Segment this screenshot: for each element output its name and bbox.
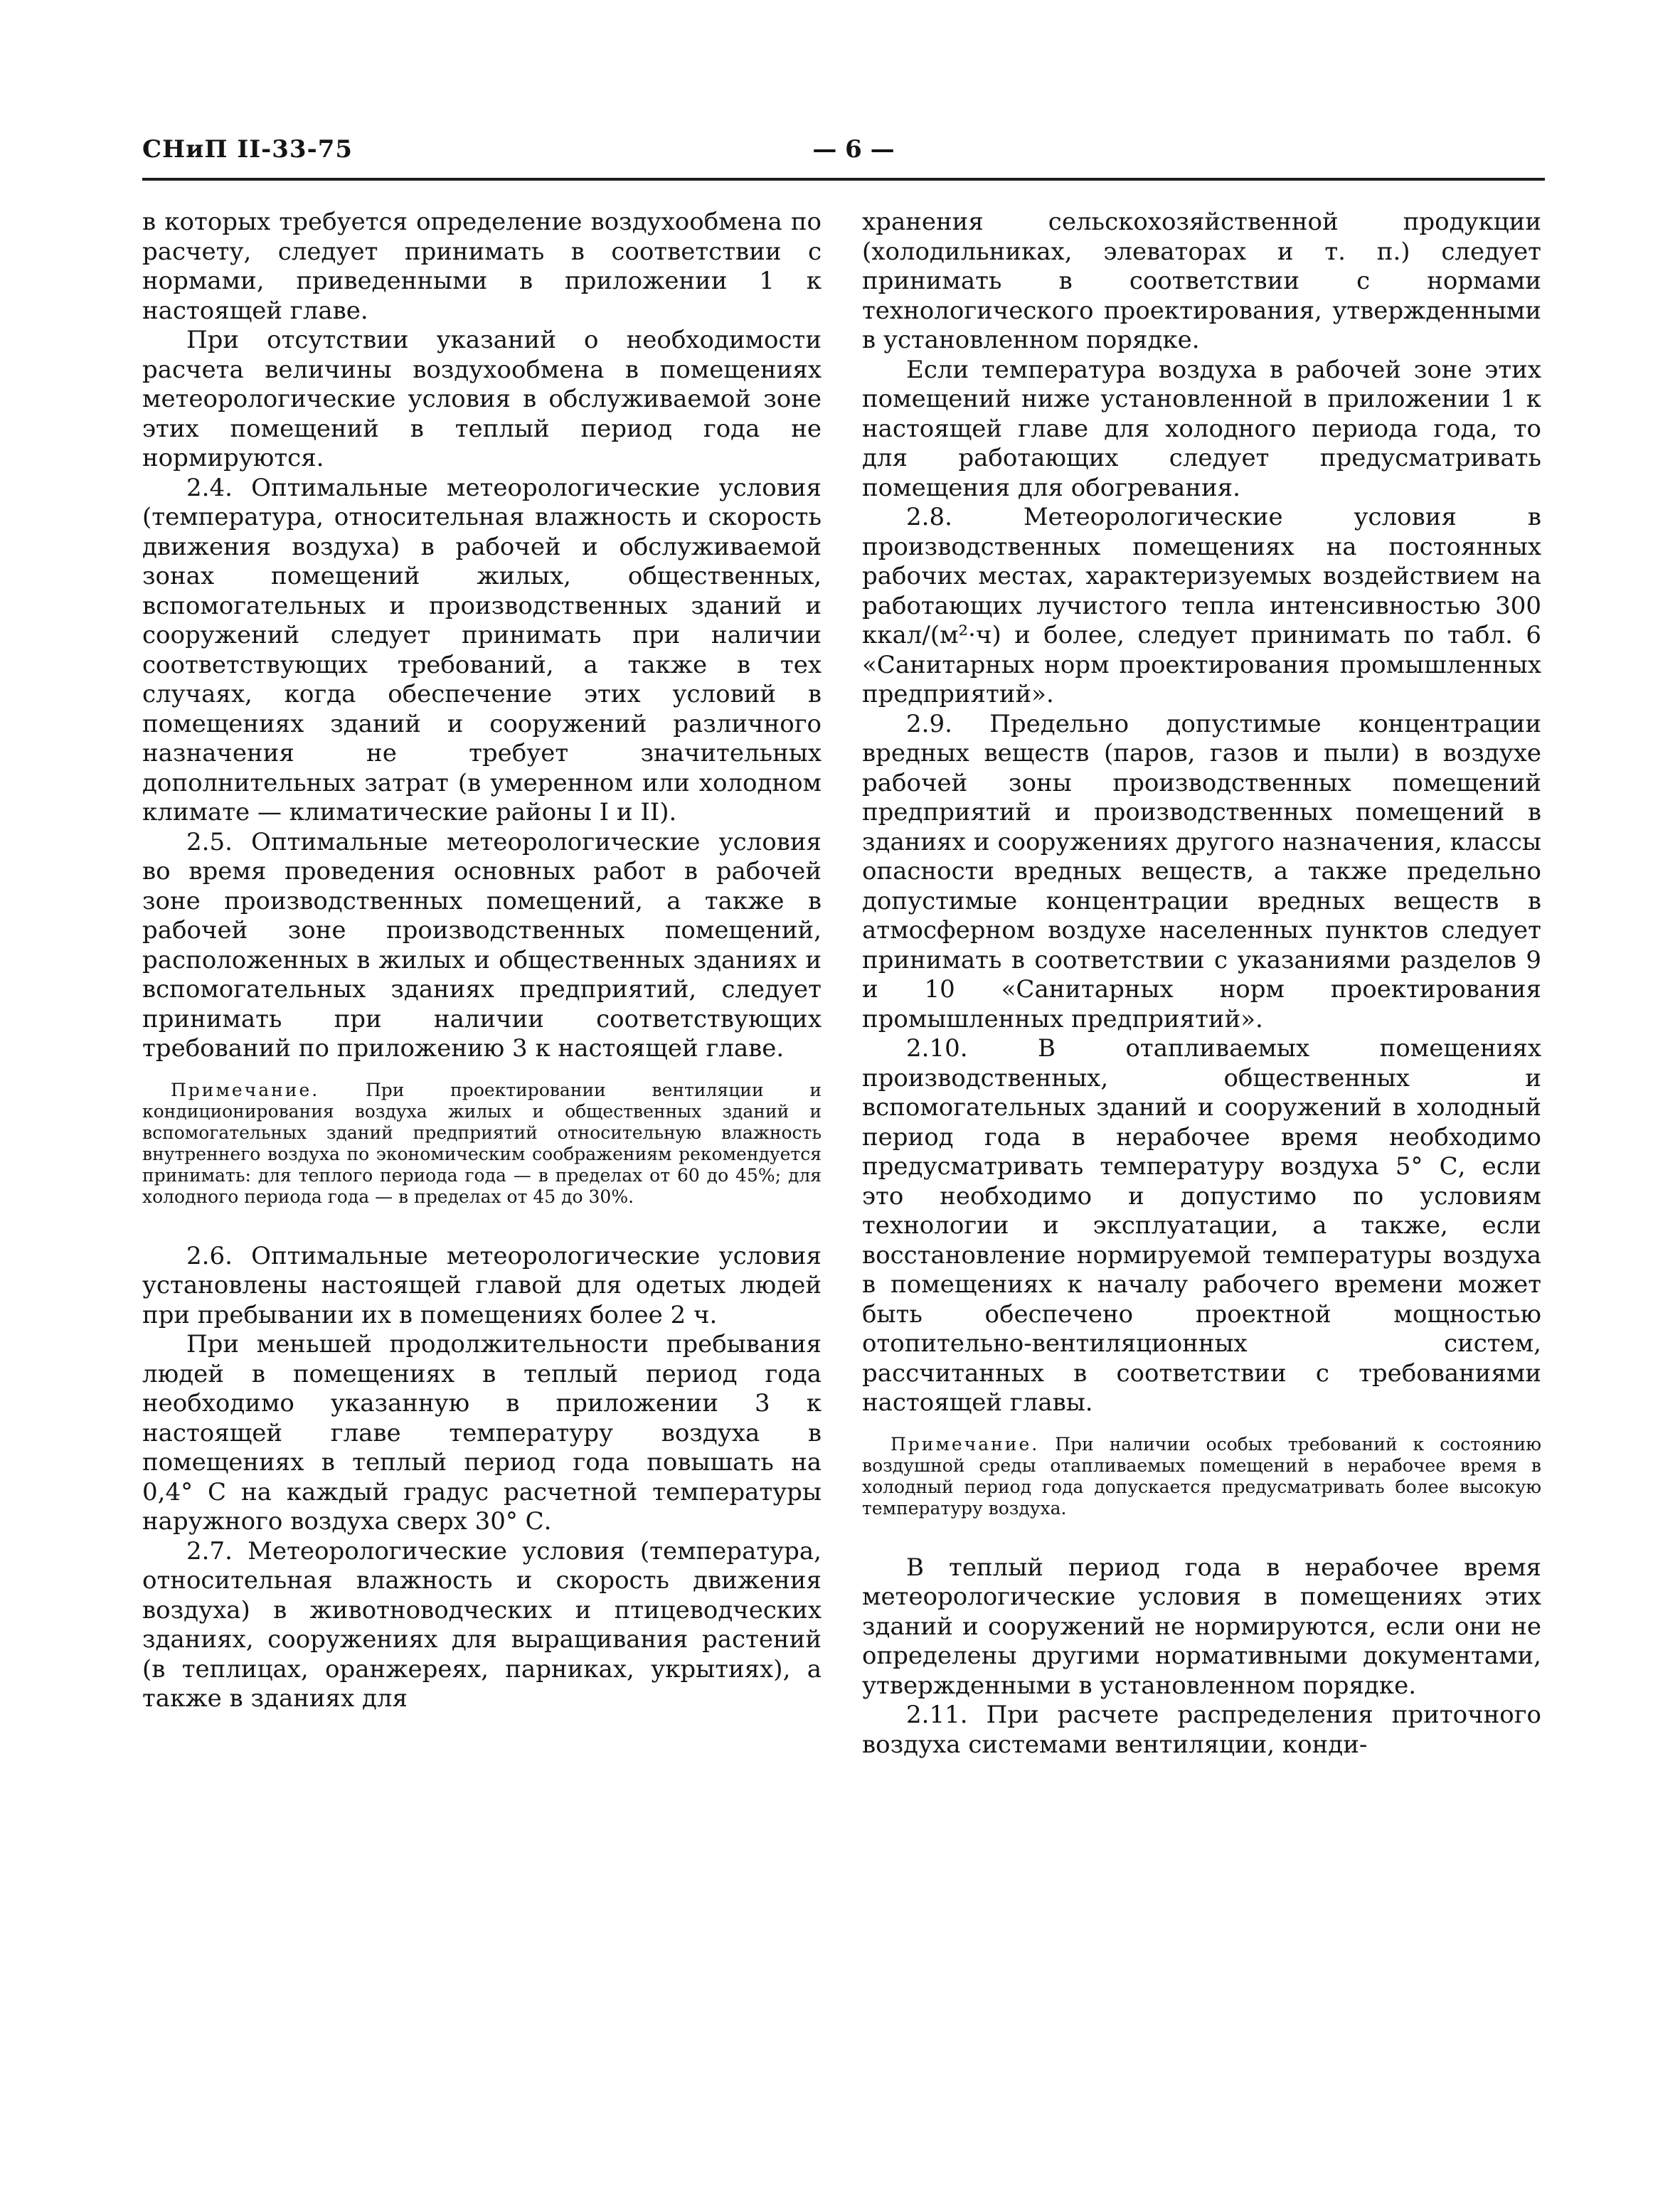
note (142, 1080, 822, 1208)
note-label: Примечание. (171, 1079, 320, 1100)
page-header (142, 135, 1545, 178)
paragraph-2-5: 2.5. Оптимальные метеорологические условия во время проведения основных работ в рабочей зоне производственных помещений, а также в рабочей зоне производственных помещений, расположенных в жилых и общественных зданиях и вспомогательных зданиях предприятий, следует принимать при наличии соответствующих требований по приложению 3 к настоящей главе. (142, 827, 822, 1063)
paragraph: При отсутствии указаний о необходимости расчета величины воздухообмена в помещениях метеорологические условия в обслуживаемой зоне этих помещений в теплый период года не нормируются. (142, 326, 822, 472)
paragraph-2-6: 2.6. Оптимальные метеорологические условия установлены настоящей главой для одетых людей при пребывании их в помещениях более 2 ч. (142, 1241, 822, 1329)
paragraph-2-7: 2.7. Метеорологические условия (температура, относительная влажность и скорость движения воздуха) в животноводческих и птицеводческих зданиях, сооружениях для выращивания растений (в теплицах, оранжереях, парниках, укрытиях), а также в зданиях для (142, 1536, 822, 1713)
paragraph: При меньшей продолжительности пребывания людей в помещениях в теплый период года необходимо указанную в приложении 3 к настоящей главе температуру воздуха в помещениях в теплый период года повышать на 0,4° С на каждый градус расчетной температуры наружного воздуха сверх 30° С. (142, 1330, 822, 1536)
paragraph: хранения сельскохозяйственной продукции (холодильниках, элеваторах и т. п.) следует принимать в соответствии с нормами технологического проектирования, утвержденными в установленном порядке. (862, 208, 1541, 354)
page-number: — 6 — (812, 135, 895, 164)
document-code: СНиП II-33-75 (142, 135, 353, 164)
note-label: Примечание. (890, 1433, 1040, 1455)
left-column (142, 208, 822, 1714)
paragraph-2-9: 2.9. Предельно допустимые концентрации вредных веществ (паров, газов и пыли) в воздухе рабочей зоны производственных помещений предприятий и производственных помещений в зданиях и сооружениях другого назначения, классы опасности вредных веществ, а также предельно допустимые концентрации вредных веществ в атмосферном воздухе населенных пунктов следует принимать в соответствии с указаниями разделов 9 и 10 «Санитарных норм проектирования промышленных предприятий». (862, 709, 1541, 1033)
note-text: При проектировании вентиляции и кондиционирования воздуха жилых и общественных зданий и вспомогательных зданий предприятий относительную влажность внутреннего воздуха по экономическим соображениям рекомендуется принимать: для теплого периода года — в пределах от 60 до 45%; для холодного периода года — в пределах от 45 до 30%. (142, 1079, 822, 1207)
paragraph-2-10: 2.10. В отапливаемых помещениях производственных, общественных и вспомогательных зданий и сооружений в холодный период года в нерабочее время необходимо предусматривать температуру воздуха 5° С, если это необходимо и допустимо по условиям технологии и эксплуатации, а также, если восстановление нормируемой температуры воздуха в помещениях к началу рабочего времени может быть обеспечено проектной мощностью отопительно-вентиляционных систем, рассчитанных в соответствии с требованиями настоящей главы. (862, 1034, 1541, 1417)
header-rule (142, 178, 1545, 181)
note (862, 1434, 1541, 1519)
paragraph: В теплый период года в нерабочее время метеорологические условия в помещениях этих зданий и сооружений не нормируются, если они не определены другими нормативными документами, утвержденными в установленном порядке. (862, 1553, 1541, 1700)
paragraph-2-4: 2.4. Оптимальные метеорологические условия (температура, относительная влажность и скорость движения воздуха) в рабочей и обслуживаемой зонах помещений жилых, общественных, вспомогательных и производственных зданий и сооружений следует принимать при наличии соответствующих требований, а также в тех случаях, когда обеспечение этих условий в помещениях зданий и сооружений различного назначения не требует значительных дополнительных затрат (в умеренном или холодном климате — климатические районы I и II). (142, 473, 822, 826)
paragraph-2-8: 2.8. Метеорологические условия в производственных помещениях на постоянных рабочих местах, характеризуемых воздействием на работающих лучистого тепла интенсивностью 300 ккал/(м²·ч) и более, следует принимать по табл. 6 «Санитарных норм проектирования промышленных предприятий». (862, 503, 1541, 708)
note-text: При наличии особых требований к состоянию воздушной среды отапливаемых помещений в нерабочее время в холодный период года допускается предусматривать более высокую температуру воздуха. (862, 1433, 1541, 1519)
paragraph: в которых требуется определение воздухообмена по расчету, следует принимать в соответствии с нормами, приведенными в приложении 1 к настоящей главе. (142, 208, 822, 325)
right-column (862, 208, 1541, 1760)
paragraph: Если температура воздуха в рабочей зоне этих помещений ниже установленной в приложении 1 к настоящей главе для холодного периода года, то для работающих следует предусматривать помещения для обогревания. (862, 355, 1541, 502)
paragraph-2-11: 2.11. При расчете распределения приточного воздуха системами вентиляции, конди- (862, 1701, 1541, 1759)
